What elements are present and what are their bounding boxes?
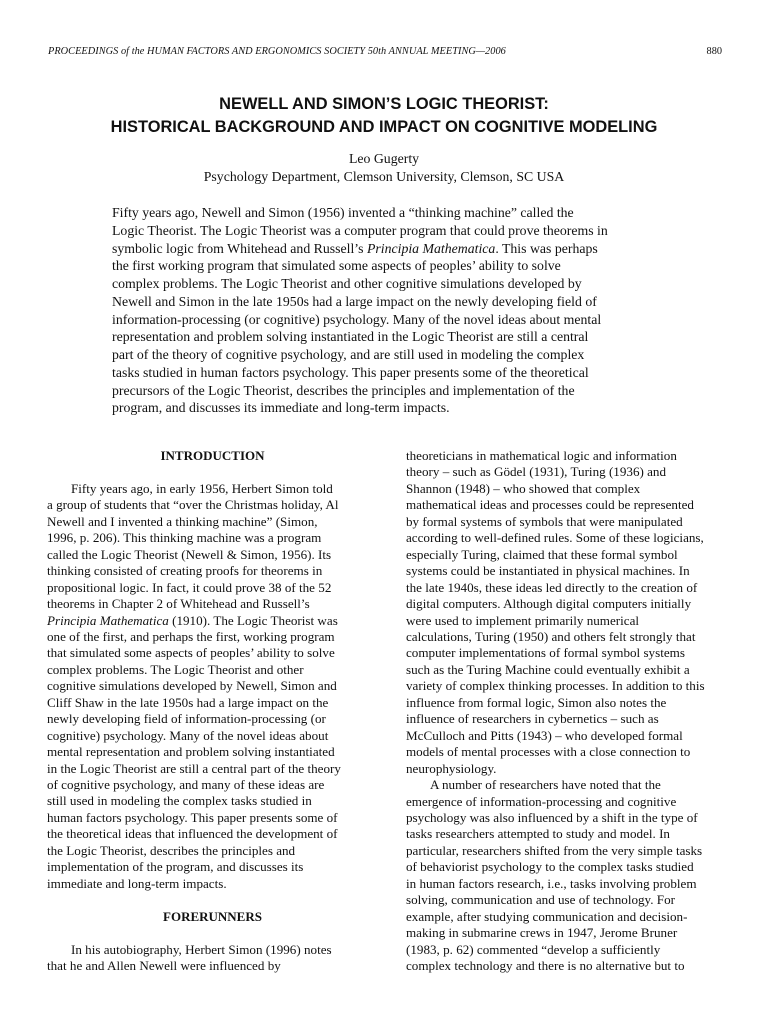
abstract-line: Fifty years ago, Newell and Simon (1956) invented a “thinking machine” called the [112, 205, 574, 220]
abstract-line: precursors of the Logic Theorist, describes the principles and implementation of the [112, 382, 575, 398]
body-line: emergence of information-processing and cognitive [406, 793, 677, 809]
spacer [47, 464, 372, 480]
body-line: mathematical ideas and processes could be represented [406, 497, 694, 513]
author-affiliation: Psychology Department, Clemson University, Clemson, SC USA [203, 169, 565, 184]
body-line: cognitive) psychology. Many of the novel ideas about [47, 727, 329, 743]
body-line: Cliff Shaw in the late 1950s had a large impact on the [47, 694, 329, 710]
body-line: the late 1940s, these ideas led directly to the creation of [406, 579, 698, 595]
abstract-line: the first working program that simulated some aspects of peoples’ ability to solve [112, 258, 561, 274]
body-line: complex technology and there is no alternative but to [406, 958, 685, 974]
body-line: psychology was also influenced by a shift in the type of [406, 809, 698, 825]
body-line: that simulated some aspects of peoples’ ability to solve [47, 645, 335, 661]
body-line: the Logic Theorist, describes the principles and [47, 842, 296, 858]
abstract-line: representation and problem solving instantiated in the Logic Theorist are still a central [112, 329, 589, 345]
body-line: Shannon (1948) – who showed that complex [406, 480, 641, 496]
body-line: still used in modeling the complex tasks studied in [47, 793, 312, 809]
body-line: digital computers. Although digital computers initially [406, 596, 692, 612]
abstract-line [112, 240, 652, 258]
body-line: were used to implement primarily numerical [406, 612, 640, 628]
body-line: in the Logic Theorist are still a central part of the theory [47, 760, 341, 776]
abstract-line: complex problems. The Logic Theorist and other cognitive simulations developed by [112, 276, 582, 291]
body-line: that he and Allen Newell were influenced by [47, 957, 281, 973]
body-line: models of mental processes with a close connection to [406, 744, 691, 760]
body-line: complex problems. The Logic Theorist and other [47, 661, 304, 677]
body-line [47, 613, 372, 629]
body-line: tasks researchers attempted to study and model. In [406, 826, 670, 842]
body-line: thinking consisted of creating proofs for theorems in [47, 563, 323, 579]
abstract-line: information-processing (or cognitive) psychology. Many of the novel ideas about mental [112, 311, 602, 327]
body-line: neurophysiology. [406, 760, 497, 776]
abstract-line-tail: . This was perhaps [495, 240, 598, 256]
title-line: NEWELL AND SIMON’S LOGIC THEORIST: [219, 95, 549, 113]
body-line: theoreticians in mathematical logic and information [406, 448, 677, 463]
body-line: cognitive simulations developed by Newell, Simon and [47, 678, 337, 694]
body-line: according to well-defined rules. Some of these logicians, [406, 530, 704, 546]
body-line: in human factors research, i.e., tasks involving problem [406, 875, 697, 891]
body-line: especially Turing, claimed that these formal symbol [406, 546, 678, 562]
title-line: HISTORICAL BACKGROUND AND IMPACT ON COGNITIVE MODELING [110, 118, 658, 136]
body-line: such as the Turing Machine could eventually exhibit a [406, 661, 690, 677]
body-line: mental representation and problem solving instantiated [47, 744, 335, 760]
body-line: implementation of the program, and discusses its [47, 859, 304, 875]
body-line: immediate and long-term impacts. [47, 875, 227, 891]
body-line: (1983, p. 62) commented “develop a sufficiently [406, 941, 661, 957]
body-line: making in submarine crews in 1947, Jerome Bruner [406, 925, 678, 941]
body-line: computer implementations of formal symbol systems [406, 645, 685, 661]
abstract-italic-title: Principia Mathematica [366, 240, 496, 256]
page-number: 880 [706, 46, 722, 57]
body-line: Fifty years ago, in early 1956, Herbert Simon told [71, 480, 333, 496]
running-head [48, 46, 506, 57]
italic-book-title: Principia Mathematica [47, 612, 169, 628]
section-heading-forerunners: FORERUNNERS [163, 908, 262, 924]
body-line: theorems in Chapter 2 of Whitehead and Russell’s [47, 596, 310, 612]
body-line: example, after studying communication and decision- [406, 908, 688, 924]
body-line: solving, communication and use of technology. For [406, 892, 675, 908]
abstract [112, 204, 652, 417]
body-line: McCulloch and Pitts (1943) – who developed formal [406, 727, 683, 743]
body-line: influence from formal logic, Simon also notes the [406, 694, 667, 710]
body-line: called the Logic Theorist (Newell & Simon, 1956). Its [47, 546, 332, 562]
body-line: of behaviorist psychology to the complex tasks studied [406, 859, 694, 875]
abstract-line: Newell and Simon in the late 1950s had a large impact on the newly developing field of [112, 293, 597, 309]
spacer [47, 892, 372, 908]
body-line: human factors psychology. This paper presents some of [47, 809, 338, 825]
body-line: the theoretical ideas that influenced the development of [47, 826, 338, 842]
body-line: theory – such as Gödel (1931), Turing (1936) and [406, 464, 667, 480]
body-line: influence of researchers in cybernetics – such as [406, 711, 659, 727]
body-line: calculations, Turing (1950) and others felt strongly that [406, 628, 696, 644]
body-line: A number of researchers have noted that the [430, 777, 661, 793]
author-name: Leo Gugerty [348, 151, 420, 166]
abstract-line: part of the theory of cognitive psychology, and are still used in modeling the complex [112, 347, 585, 362]
running-head-lead: PROCEEDINGS [48, 46, 119, 57]
right-column [406, 448, 726, 975]
body-line: of cognitive psychology, and many of these ideas are [47, 777, 325, 793]
body-line: particular, researchers shifted from the very simple tasks [406, 842, 703, 858]
body-line: propositional logic. In fact, it could prove 38 of the 52 [47, 579, 332, 595]
body-line: newly developing field of information-processing (or [47, 711, 326, 727]
body-line: In his autobiography, Herbert Simon (1996) notes [71, 941, 332, 957]
body-line: one of the first, and perhaps the first, working program [47, 628, 335, 644]
body-line-tail: (1910). The Logic Theorist was [168, 612, 338, 628]
body-line: variety of complex thinking processes. In addition to this [406, 678, 705, 694]
body-line: Newell and I invented a thinking machine” (Simon, [47, 513, 318, 529]
abstract-line: program, and discusses its immediate and long-term impacts. [112, 400, 450, 416]
abstract-line: Logic Theorist. The Logic Theorist was a computer program that could prove theorems in [112, 222, 608, 238]
abstract-line-head: symbolic logic from Whitehead and Russell’s [112, 240, 367, 256]
section-heading-introduction: INTRODUCTION [160, 448, 265, 463]
running-head-rest: of the HUMAN FACTORS AND ERGONOMICS SOCIETY 50th ANNUAL MEETING—2006 [118, 46, 506, 57]
paper-title [0, 93, 768, 139]
body-line: systems could be instantiated in physical machines. In [406, 563, 690, 579]
body-line: a group of students that “over the Christmas holiday, Al [47, 497, 339, 513]
body-line: by formal systems of symbols that were manipulated [406, 513, 683, 529]
left-column [47, 448, 372, 974]
body-line: 1996, p. 206). This thinking machine was a program [47, 530, 322, 546]
spacer [47, 925, 372, 941]
abstract-line: tasks studied in human factors psychology. This paper presents some of the theoretical [112, 364, 589, 380]
